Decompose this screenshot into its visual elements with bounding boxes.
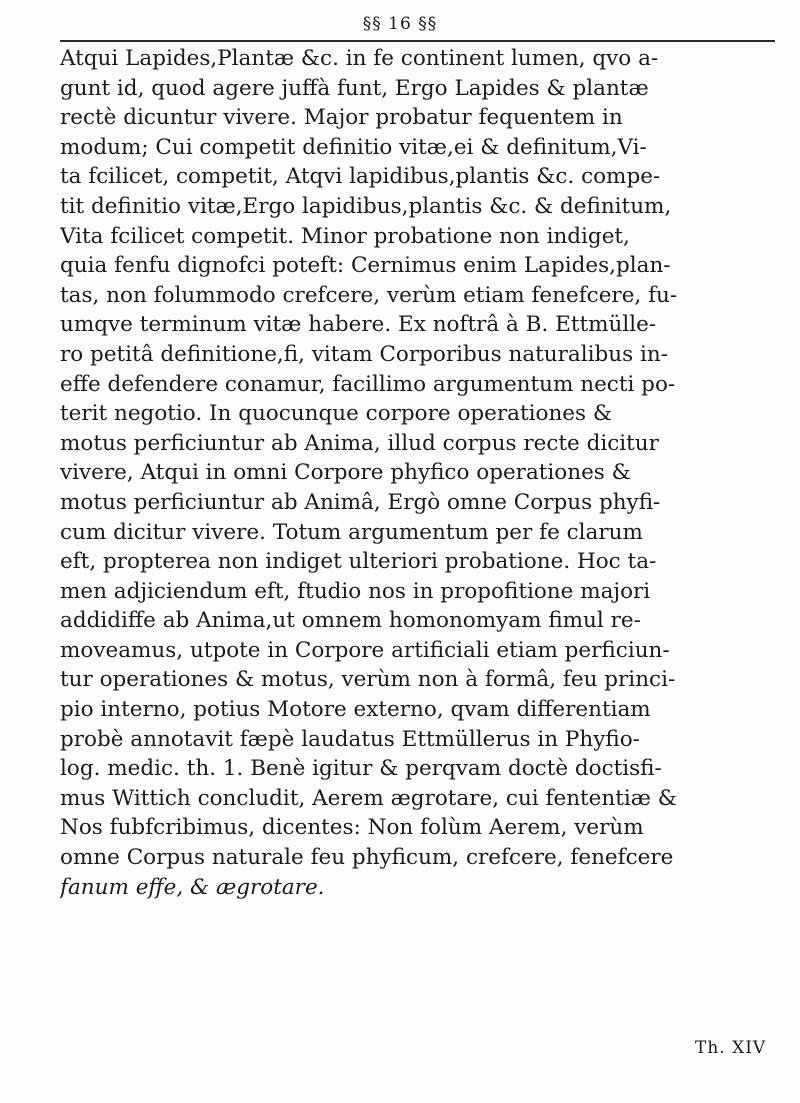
- text-line: pio interno, potius Motore externo, qvam differentiam: [60, 697, 651, 723]
- text-line: tur operationes & motus, verùm non à formâ, feu princi-: [60, 667, 676, 693]
- text-line: tit definitio vitæ,Ergo lapidibus,plantis &c. & definitum,: [60, 193, 672, 219]
- text-line: men adjiciendum eft, ftudio nos in propofitione majori: [60, 578, 651, 604]
- text-line: log. medic. th. 1. Benè igitur & perqvam doctè doctisfi-: [60, 756, 662, 782]
- page-header: §§ 16 §§: [362, 14, 438, 34]
- text-line: rectè dicuntur vivere. Major probatur fequentem in: [60, 105, 623, 131]
- text-line: motus perficiuntur ab Animâ, Ergò omne Corpus phyfi-: [60, 489, 661, 515]
- text-line: ta fcilicet, competit, Atqvi lapidibus,plantis &c. compe-: [60, 164, 661, 190]
- text-line: addidiffe ab Anima,ut omnem homonomyam fimul re-: [60, 608, 641, 634]
- text-line: Atqui Lapides,Plantæ &c. in fe continent lumen, qvo a-: [60, 46, 659, 71]
- text-line: quia fenfu dignofci poteft: Cernimus enim Lapides,plan-: [60, 253, 671, 279]
- text-line: terit negotio. In quocunque corpore operationes &: [60, 401, 613, 427]
- text-line: omne Corpus naturale feu phyficum, crefcere, fenefcere: [60, 845, 674, 871]
- text-line: fanum effe, & ægrotare.: [60, 874, 325, 900]
- text-line: motus perficiuntur ab Anima, illud corpus recte dicitur: [60, 430, 659, 456]
- text-line: gunt id, quod agere juffà funt, Ergo Lapides & plantæ: [60, 75, 649, 101]
- text-line: Nos fubfcribimus, dicentes: Non folùm Aerem, verùm: [60, 815, 644, 841]
- text-line: tas, non folummodo crefcere, verùm etiam fenefcere, fu-: [60, 282, 678, 308]
- text-line: effe defendere conamur, facillimo argumentum necti po-: [60, 371, 676, 397]
- text-line: ro petitâ definitione,fi, vitam Corporibus naturalibus in-: [60, 341, 668, 367]
- text-line: moveamus, utpote in Corpore artificiali etiam perficiun-: [60, 637, 670, 663]
- header-rule: [60, 40, 775, 42]
- body-text: [60, 44, 780, 902]
- text-line: Vita fcilicet competit. Minor probatione non indiget,: [60, 223, 630, 249]
- text-line: probè annotavit fæpè laudatus Ettmüllerus in Phyfio-: [60, 726, 640, 752]
- text-line: eft, propterea non indiget ulteriori probatione. Hoc ta-: [60, 549, 657, 575]
- text-line: cum dicitur vivere. Totum argumentum per fe clarum: [60, 519, 643, 545]
- catchword: Th. XIV: [695, 1038, 767, 1058]
- text-line: mus Wittich concludit, Aerem ægrotare, cui fententiæ &: [60, 785, 677, 811]
- text-line: umqve terminum vitæ habere. Ex noftrâ à B. Ettmülle-: [60, 312, 657, 338]
- text-line: modum; Cui competit definitio vitæ,ei & definitum,Vi-: [60, 134, 647, 160]
- text-line: vivere, Atqui in omni Corpore phyfico operationes &: [60, 460, 631, 486]
